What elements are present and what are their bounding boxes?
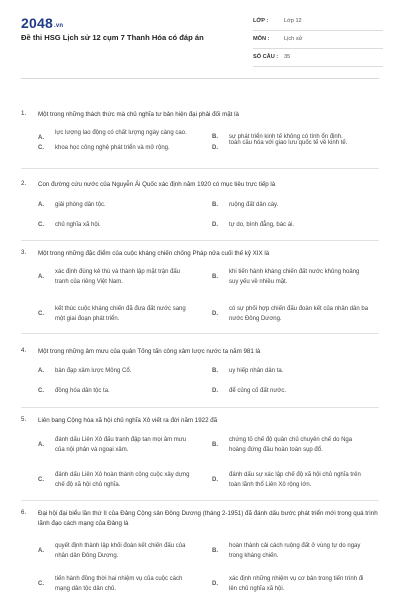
option-letter: D. [212,477,218,483]
option-text: đồng hóa dân tộc ta. [55,388,110,394]
option-text: toàn cầu hóa với giao lưu quốc tế về kinh tế. [229,140,348,146]
question-number: 6. [21,509,27,516]
meta-value: Lịch sử [284,36,303,42]
option-text: đánh dấu sự xác lập chế độ xã hội chủ nghĩa trên toàn lãnh thổ Liên Xô rộng lớn. [229,472,361,488]
option-letter: B. [212,548,218,554]
option-text: xác định những nhiệm vụ cơ bản trong tiến trình đi lên chủ nghĩa xã hội. [229,576,364,592]
option-letter: A. [38,442,44,448]
option-letter: C. [38,477,44,483]
meta-value: 35 [284,54,291,60]
option-letter: B. [212,274,218,280]
option-letter: C. [38,145,44,151]
option-letter: A. [38,202,44,208]
page-title: Đề thi HSG Lịch sử 12 cụm 7 Thanh Hóa có đáp án [21,33,204,42]
option-text: xác định đúng kẻ thù và thành lập mặt trận đấu tranh của riêng Việt Nam. [55,269,181,285]
option-letter: C. [38,222,44,228]
meta-label: MÔN : [253,36,270,42]
question-text: Một trong những đặc điểm của cuộc kháng chiến chống Pháp nửa cuối thế kỷ XIX là [38,250,270,257]
option-letter: A. [38,548,44,554]
question-text: Liên bang Cộng hòa xã hội chủ nghĩa Xô viết ra đời năm 1922 đã [38,417,218,424]
option-text: bàn đạp xâm lược Mông Cổ. [55,368,132,374]
option-letter: A. [38,368,44,374]
meta-row-subject [253,31,383,49]
option-text: có sự phối hợp chiến đấu đoàn kết của nhân dân ba nước Đông Dương. [229,306,369,322]
question-number: 2. [21,180,27,187]
option-letter: C. [38,311,44,317]
option-letter: D. [212,145,218,151]
question-number: 5. [21,416,27,423]
option-text: quyết định thành lập khối đoàn kết chiến đấu của nhân dân Đông Dương. [55,543,186,559]
option-letter: D. [212,581,218,587]
question-number: 3. [21,249,27,256]
option-letter: D. [212,311,218,317]
option-text: tiến hành đồng thời hai nhiệm vụ của cuộc cách mạng dân tộc dân chủ. [55,576,183,592]
option-text: khi tiến hành kháng chiến đất nước khủng hoảng suy yếu về nhiều mặt. [229,269,360,285]
option-text: sự phát triển kinh tế không có tính ổn định. [229,134,343,140]
option-letter: A. [38,135,44,141]
option-letter: A. [38,274,44,280]
option-text: khoa học công nghệ phát triển và mở rộng. [55,145,170,151]
option-text: giải phóng dân tộc. [55,202,106,208]
question-number: 4. [21,347,27,354]
logo-main: 2048 [21,15,53,31]
option-text: lực lượng lao động có chất lượng ngày càng cao. [55,130,187,136]
option-text: hoàn thành cải cách ruộng đất ở vùng tự do ngay trong kháng chiến. [229,543,361,559]
header-divider [21,78,379,79]
option-letter: C. [38,388,44,394]
option-letter: B. [212,134,218,140]
option-text: ruộng đất dân cày. [229,202,279,208]
question-number: 1. [21,110,27,117]
logo-suffix: .vn [53,23,64,29]
option-letter: D. [212,222,218,228]
question-separator [21,168,379,169]
option-letter: C. [38,581,44,587]
exam-meta-panel [253,13,383,67]
option-text: chứng tỏ chế độ quân chủ chuyên chế do Nga hoàng đứng đầu hoàn toàn sụp đổ. [229,437,353,453]
question-text: Đại hội đại biểu lần thứ II của Đảng Cộng sản Đông Dương (tháng 2-1951) đã đánh dấu bước phát triển mới trong quá trình lãnh đạo cách mạng của Đảng là [38,510,378,527]
site-logo[interactable] [21,15,63,31]
option-text: đánh dấu Liên Xô đấu tranh đập tan mọi âm mưu của nội phản và ngoại xâm. [55,437,187,453]
meta-label: SỐ CÂU : [253,54,279,60]
option-text: để củng cố đất nước. [229,388,286,394]
meta-row-class [253,13,383,31]
option-text: kết thúc cuộc kháng chiến đã đưa đất nước sang một giai đoạn phát triển. [55,306,186,322]
question-separator [21,407,379,408]
question-text: Con đường cứu nước của Nguyễn Ái Quốc xác định năm 1920 có mục tiêu trực tiếp là [38,181,276,188]
option-text: tự do, bình đẳng, bác ái. [229,222,295,228]
page-header [0,0,400,72]
option-letter: B. [212,202,218,208]
question-text: Một trong những thách thức mà chủ nghĩa tư bản hiện đại phải đối mặt là [38,111,239,118]
meta-value: Lớp 12 [284,18,302,24]
option-letter: D. [212,388,218,394]
question-separator [21,500,379,501]
question-text: Một trong những âm mưu của quân Tống tấn công xâm lược nước ta năm 981 là [38,348,261,355]
option-text: uy hiếp nhân dân ta. [229,368,284,374]
meta-label: LỚP : [253,18,269,24]
option-letter: B. [212,368,218,374]
question-separator [21,333,379,334]
option-text: đánh dấu Liên Xô hoàn thành công cuộc xây dựng chế độ xã hội chủ nghĩa. [55,472,190,488]
question-separator [21,240,379,241]
option-letter: B. [212,442,218,448]
meta-row-count [253,49,383,67]
option-text: chủ nghĩa xã hội. [55,222,101,228]
